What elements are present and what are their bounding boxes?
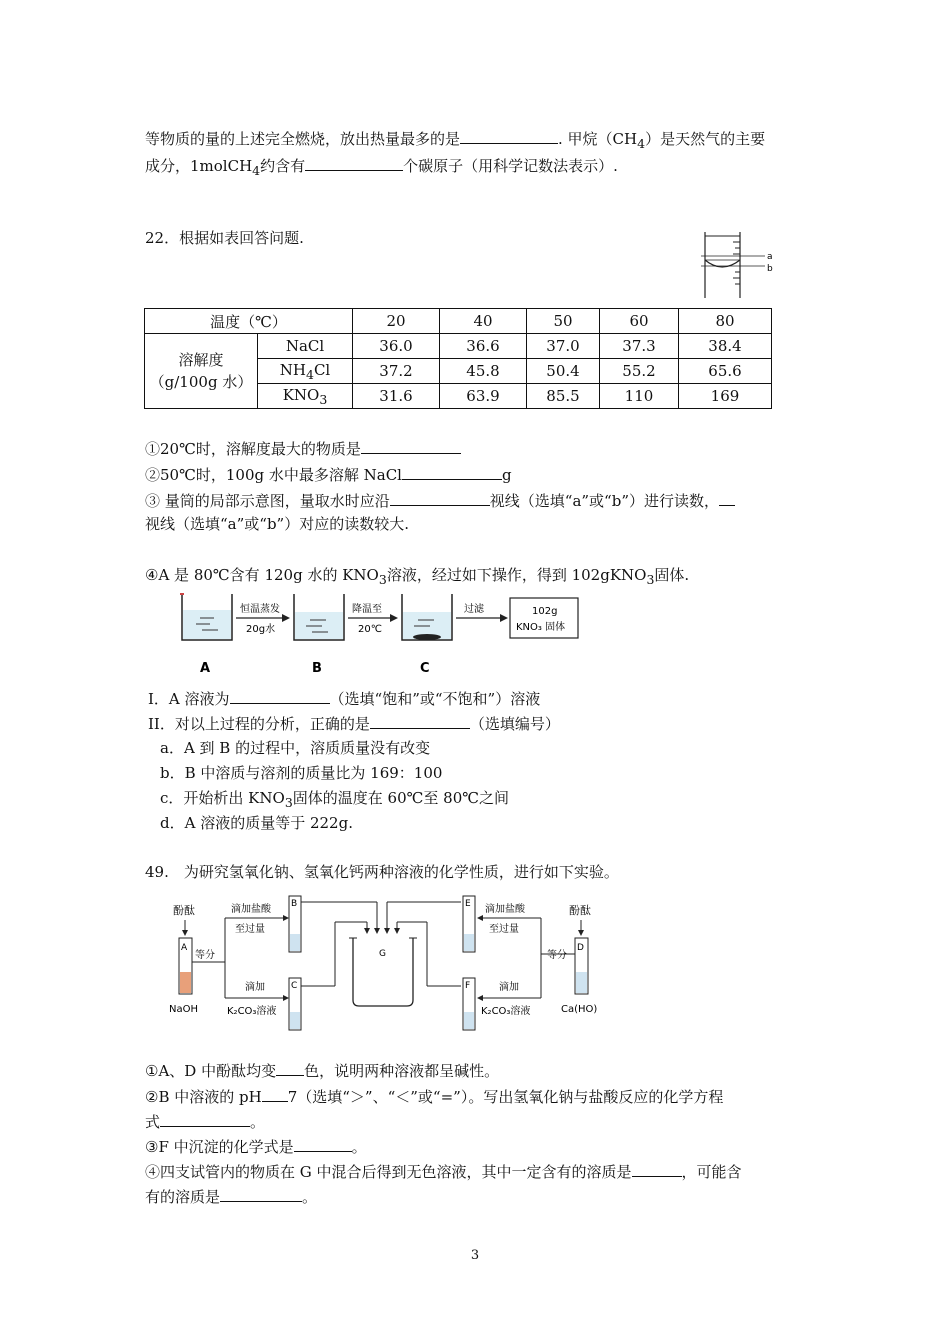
temp-cell: 40 xyxy=(440,309,527,334)
tube-f-label: F xyxy=(465,981,471,991)
solubility-table xyxy=(144,308,772,409)
value-cell: 50.4 xyxy=(527,359,600,384)
q22-s4 xyxy=(145,565,689,590)
subscript: 4 xyxy=(305,366,314,382)
measuring-cylinder-figure xyxy=(695,228,780,302)
k2co3-left: K₂CO₃溶液 xyxy=(227,1006,277,1017)
answer-blank[interactable] xyxy=(262,1086,288,1102)
q22-s3 xyxy=(145,490,735,511)
beaker-c-icon xyxy=(402,594,452,640)
label-c: C xyxy=(420,661,430,676)
q21-text-b: . 甲烷（CH xyxy=(558,130,638,148)
subscript: 3 xyxy=(284,795,293,810)
s1-text-b: 色，说明两种溶液都呈碱性。 xyxy=(304,1062,500,1080)
value-cell: 38.4 xyxy=(679,334,772,359)
kno3-process-diagram xyxy=(170,588,590,680)
option-a: a．A 到 B 的过程中，溶质质量没有改变 xyxy=(160,739,431,757)
s3-text-b: 。 xyxy=(351,1138,367,1156)
answer-blank[interactable] xyxy=(305,155,403,171)
option-c xyxy=(160,788,509,813)
equal-left: 等分 xyxy=(195,950,215,961)
label-b: B xyxy=(312,661,322,676)
answer-blank[interactable] xyxy=(632,1161,682,1177)
answer-blank[interactable] xyxy=(276,1060,304,1076)
q21-text-e: 约含有 xyxy=(260,157,306,175)
value-cell: 63.9 xyxy=(440,384,527,409)
step2-top: 降温至 xyxy=(352,604,382,615)
q22-i xyxy=(148,688,540,709)
value-cell: 37.3 xyxy=(600,334,679,359)
temp-header: 温度（℃） xyxy=(145,309,353,334)
tube-d-label: D xyxy=(577,943,584,953)
row-label-1: 溶解度 xyxy=(178,351,224,369)
answer-blank[interactable] xyxy=(390,490,490,506)
phenolphthalein-left: 酚酞 xyxy=(173,904,195,917)
table-header-row xyxy=(145,309,772,334)
value-cell: 36.6 xyxy=(440,334,527,359)
q22-ii xyxy=(148,713,560,734)
s4-text-c: 固体. xyxy=(654,566,690,584)
answer-blank[interactable] xyxy=(230,688,330,704)
s3-text-b: 视线（选填“a”或“b”）进行读数， xyxy=(489,492,720,510)
q49-s4-cont xyxy=(145,1186,317,1207)
s1-text: ①A、D 中酚酞均变 xyxy=(145,1062,277,1080)
subscript: 4 xyxy=(637,136,646,151)
substance-name: NaCl xyxy=(285,337,325,355)
option-b: b．B 中溶质与溶剂的质量比为 169：100 xyxy=(160,764,443,782)
result-line2: KNO₃ 固体 xyxy=(516,622,566,633)
value-cell: 65.6 xyxy=(679,359,772,384)
subscript: 3 xyxy=(646,572,655,587)
answer-blank[interactable] xyxy=(460,128,558,144)
s3-text: ③F 中沉淀的化学式是 xyxy=(145,1138,294,1156)
q21-line2 xyxy=(145,155,618,181)
q49-title: 49. 为研究氢氧化钠、氢氧化钙两种溶液的化学性质，进行如下实验。 xyxy=(145,863,619,881)
q21-text-a: 等物质的量的上述完全燃烧，放出热量最多的是 xyxy=(145,130,461,148)
substance-name-after: Cl xyxy=(313,360,331,379)
s2-text-c: 式 xyxy=(145,1113,161,1131)
phenolphthalein-right: 酚酞 xyxy=(569,904,591,917)
add-left: 滴加 xyxy=(245,982,265,993)
substance-cell xyxy=(258,334,353,359)
substance-cell xyxy=(258,359,353,384)
q49-s4 xyxy=(145,1161,742,1182)
s2-text-b: 7（选填“＞”、“＜”或“=”）。写出氢氧化钠与盐酸反应的化学方程 xyxy=(287,1088,724,1106)
s2-unit: g xyxy=(501,466,512,484)
value-cell: 110 xyxy=(600,384,679,409)
temp-cell: 60 xyxy=(600,309,679,334)
naoh-label: NaOH xyxy=(169,1004,198,1015)
beaker-a-icon xyxy=(180,594,232,640)
substance-name: NH xyxy=(279,360,306,379)
q22-s3-cont: 视线（选填“a”或“b”）对应的读数较大. xyxy=(145,515,409,533)
s2-text: ②B 中溶液的 pH xyxy=(145,1088,262,1106)
q21-text-c: ）是天然气的主要 xyxy=(645,130,766,148)
q22-title: 22．根据如表回答问题. xyxy=(145,229,304,247)
s4-text-c: 有的溶质是 xyxy=(145,1188,221,1206)
label-a: a xyxy=(767,252,773,262)
i-text-b: （选填“饱和”或“不饱和”）溶液 xyxy=(329,690,541,708)
q49-s2-cont xyxy=(145,1111,265,1132)
value-cell: 37.0 xyxy=(527,334,600,359)
s4-text-b: 溶液，经过如下操作，得到 102gKNO xyxy=(386,566,647,584)
add-hcl-right-2: 至过量 xyxy=(489,924,519,935)
answer-blank[interactable] xyxy=(402,464,502,480)
temp-cell: 20 xyxy=(353,309,440,334)
result-line1: 102g xyxy=(532,606,558,617)
add-hcl-left-2: 至过量 xyxy=(235,924,265,935)
ii-text: II．对以上过程的分析，正确的是 xyxy=(148,715,370,733)
answer-blank[interactable] xyxy=(160,1111,250,1127)
value-cell: 45.8 xyxy=(440,359,527,384)
solubility-label xyxy=(145,334,258,409)
opt-c-text: c．开始析出 KNO xyxy=(160,789,285,807)
q49-experiment-diagram xyxy=(165,890,615,1035)
opt-c-text-b: 固体的温度在 60℃至 80℃之间 xyxy=(292,789,510,807)
substance-name: KNO xyxy=(282,385,320,404)
answer-blank[interactable] xyxy=(361,438,461,454)
table-row xyxy=(145,334,772,359)
q22-s2 xyxy=(145,464,512,485)
page-number: 3 xyxy=(470,1248,480,1263)
q49-s1 xyxy=(145,1060,499,1081)
equal-right: 等分 xyxy=(547,950,567,961)
answer-blank[interactable] xyxy=(220,1186,302,1202)
substance-cell xyxy=(258,384,353,409)
beaker-g-label: G xyxy=(379,949,386,959)
answer-blank[interactable] xyxy=(370,713,470,729)
tube-c-label: C xyxy=(291,981,298,991)
tube-a-label: A xyxy=(181,943,188,953)
tube-e-label: E xyxy=(465,899,471,909)
value-cell: 169 xyxy=(679,384,772,409)
option-d: d．A 溶液的质量等于 222g. xyxy=(160,814,353,832)
ii-text-b: （选填编号） xyxy=(469,715,560,733)
k2co3-right: K₂CO₃溶液 xyxy=(481,1006,531,1017)
s4-text: ④A 是 80℃含有 120g 水的 KNO xyxy=(145,566,379,584)
value-cell: 31.6 xyxy=(353,384,440,409)
step1-bottom: 20g水 xyxy=(246,624,276,635)
subscript: 3 xyxy=(378,572,387,587)
q21-line1 xyxy=(145,128,765,154)
s2-text-d: 。 xyxy=(250,1113,266,1131)
caoh-label: Ca(HO) xyxy=(561,1004,598,1015)
tube-b-label: B xyxy=(291,899,298,909)
label-a: A xyxy=(200,661,211,676)
s4-text-d: 。 xyxy=(302,1188,318,1206)
answer-blank[interactable] xyxy=(294,1136,352,1152)
value-cell: 36.0 xyxy=(353,334,440,359)
step3-top: 过滤 xyxy=(464,604,484,615)
s4-text-b: ，可能含 xyxy=(681,1163,742,1181)
i-text: I．A 溶液为 xyxy=(148,690,230,708)
subscript: 4 xyxy=(252,163,261,178)
answer-blank[interactable] xyxy=(719,490,735,506)
s3-text: ③ 量筒的局部示意图，量取水时应沿 xyxy=(145,492,390,510)
label-b: b xyxy=(767,264,773,274)
q21-text-d: 成分，1molCH xyxy=(145,157,253,175)
value-cell: 55.2 xyxy=(600,359,679,384)
q22-s1 xyxy=(145,438,461,459)
s2-text: ②50℃时，100g 水中最多溶解 NaCl xyxy=(145,466,402,484)
q49-s2 xyxy=(145,1086,723,1107)
value-cell: 85.5 xyxy=(527,384,600,409)
s1-text: ①20℃时，溶解度最大的物质是 xyxy=(145,440,361,458)
add-right: 滴加 xyxy=(499,982,519,993)
temp-cell: 80 xyxy=(679,309,772,334)
row-label-2: （g/100g 水） xyxy=(149,373,253,391)
subscript: 3 xyxy=(319,391,328,407)
s4-text: ④四支试管内的物质在 G 中混合后得到无色溶液，其中一定含有的溶质是 xyxy=(145,1163,632,1181)
q49-s3 xyxy=(145,1136,367,1157)
step1-top: 恒温蒸发 xyxy=(240,604,280,615)
step2-bottom: 20℃ xyxy=(358,624,382,635)
add-hcl-left-1: 滴加盐酸 xyxy=(231,904,271,915)
q21-text-f: 个碳原子（用科学记数法表示）. xyxy=(403,157,618,175)
add-hcl-right-1: 滴加盐酸 xyxy=(485,904,525,915)
beaker-b-icon xyxy=(294,594,344,640)
temp-cell: 50 xyxy=(527,309,600,334)
value-cell: 37.2 xyxy=(353,359,440,384)
